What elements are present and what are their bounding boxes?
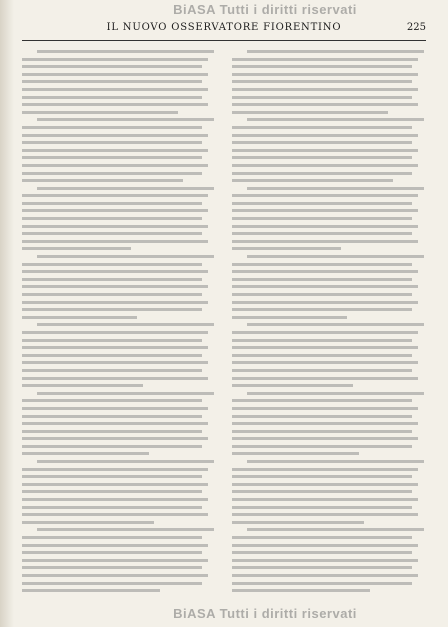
text-line-placeholder bbox=[232, 164, 418, 167]
text-line-placeholder bbox=[232, 331, 418, 334]
text-line-placeholder bbox=[232, 589, 370, 592]
text-line-placeholder bbox=[22, 354, 202, 357]
text-line-placeholder bbox=[22, 513, 208, 516]
text-line-placeholder bbox=[232, 452, 359, 455]
text-line-placeholder bbox=[22, 80, 202, 83]
text-line-placeholder bbox=[22, 149, 208, 152]
text-line-placeholder bbox=[22, 194, 208, 197]
text-line-placeholder bbox=[22, 475, 202, 478]
text-line-placeholder bbox=[232, 73, 418, 76]
text-line-placeholder bbox=[22, 399, 202, 402]
text-line-placeholder bbox=[22, 202, 202, 205]
text-line-placeholder bbox=[22, 468, 208, 471]
text-line-placeholder bbox=[232, 285, 418, 288]
text-line-placeholder bbox=[22, 179, 183, 182]
text-line-placeholder bbox=[232, 172, 412, 175]
text-line-placeholder bbox=[232, 407, 418, 410]
text-line-placeholder bbox=[232, 483, 418, 486]
watermark-top: BiASA Tutti i diritti riservati bbox=[173, 2, 357, 17]
text-line-placeholder bbox=[232, 293, 412, 296]
text-line-placeholder bbox=[232, 103, 418, 106]
text-line-placeholder bbox=[232, 217, 412, 220]
text-line-placeholder bbox=[232, 361, 418, 364]
text-line-placeholder bbox=[232, 422, 418, 425]
text-line-placeholder bbox=[22, 559, 208, 562]
text-line-placeholder bbox=[232, 566, 412, 569]
text-line-placeholder bbox=[37, 187, 214, 190]
text-line-placeholder bbox=[232, 377, 418, 380]
text-line-placeholder bbox=[232, 194, 418, 197]
text-line-placeholder bbox=[232, 247, 341, 250]
text-line-placeholder bbox=[232, 559, 418, 562]
text-line-placeholder bbox=[22, 377, 208, 380]
text-line-placeholder bbox=[232, 270, 418, 273]
text-line-placeholder bbox=[22, 445, 202, 448]
text-line-placeholder bbox=[232, 521, 364, 524]
text-line-placeholder bbox=[232, 384, 353, 387]
text-line-placeholder bbox=[22, 96, 202, 99]
text-line-placeholder bbox=[22, 172, 202, 175]
running-title: IL NUOVO OSSERVATORE FIORENTINO bbox=[106, 22, 342, 33]
text-line-placeholder bbox=[22, 384, 143, 387]
text-line-placeholder bbox=[22, 551, 202, 554]
text-line-placeholder bbox=[247, 118, 424, 121]
text-line-placeholder bbox=[232, 316, 347, 319]
text-line-placeholder bbox=[22, 316, 137, 319]
text-line-placeholder bbox=[22, 247, 131, 250]
text-line-placeholder bbox=[22, 407, 208, 410]
text-line-placeholder bbox=[22, 217, 202, 220]
text-line-placeholder bbox=[22, 452, 149, 455]
page-number: 225 bbox=[406, 22, 426, 33]
text-line-placeholder bbox=[232, 544, 418, 547]
text-line-placeholder bbox=[247, 392, 424, 395]
text-line-placeholder bbox=[22, 346, 208, 349]
watermark-bottom: BiASA Tutti i diritti riservati bbox=[173, 606, 357, 621]
text-line-placeholder bbox=[22, 293, 202, 296]
text-line-placeholder bbox=[232, 232, 412, 235]
text-line-placeholder bbox=[22, 490, 202, 493]
text-line-placeholder bbox=[232, 475, 412, 478]
text-line-placeholder bbox=[232, 574, 418, 577]
text-line-placeholder bbox=[22, 331, 208, 334]
text-line-placeholder bbox=[22, 415, 202, 418]
text-line-placeholder bbox=[232, 354, 412, 357]
text-line-placeholder bbox=[247, 255, 424, 258]
text-line-placeholder bbox=[232, 156, 412, 159]
text-line-placeholder bbox=[232, 141, 412, 144]
text-line-placeholder bbox=[22, 430, 202, 433]
text-line-placeholder bbox=[37, 392, 214, 395]
text-line-placeholder bbox=[22, 209, 208, 212]
text-line-placeholder bbox=[232, 111, 388, 114]
text-line-placeholder bbox=[232, 202, 412, 205]
text-line-placeholder bbox=[232, 536, 412, 539]
text-line-placeholder bbox=[22, 278, 202, 281]
text-line-placeholder bbox=[22, 285, 208, 288]
text-line-placeholder bbox=[232, 506, 412, 509]
text-line-placeholder bbox=[232, 346, 418, 349]
text-line-placeholder bbox=[232, 209, 418, 212]
text-line-placeholder bbox=[22, 308, 202, 311]
text-line-placeholder bbox=[22, 483, 208, 486]
text-line-placeholder bbox=[232, 263, 412, 266]
text-line-placeholder bbox=[22, 141, 202, 144]
page-header bbox=[22, 22, 426, 40]
text-line-placeholder bbox=[232, 240, 418, 243]
scan-shadow bbox=[0, 0, 14, 627]
text-line-placeholder bbox=[232, 278, 412, 281]
text-line-placeholder bbox=[22, 301, 208, 304]
text-line-placeholder bbox=[22, 270, 208, 273]
text-line-placeholder bbox=[22, 156, 202, 159]
text-line-placeholder bbox=[22, 582, 202, 585]
text-line-placeholder bbox=[37, 528, 214, 531]
text-line-placeholder bbox=[232, 88, 418, 91]
text-line-placeholder bbox=[37, 255, 214, 258]
text-line-placeholder bbox=[22, 544, 208, 547]
text-line-placeholder bbox=[22, 536, 202, 539]
text-line-placeholder bbox=[232, 65, 412, 68]
text-column-left bbox=[22, 50, 214, 595]
text-line-placeholder bbox=[247, 460, 424, 463]
text-line-placeholder bbox=[22, 361, 208, 364]
text-line-placeholder bbox=[232, 58, 418, 61]
text-line-placeholder bbox=[22, 422, 208, 425]
text-line-placeholder bbox=[37, 118, 214, 121]
text-line-placeholder bbox=[232, 96, 412, 99]
text-line-placeholder bbox=[232, 301, 418, 304]
text-line-placeholder bbox=[22, 263, 202, 266]
text-line-placeholder bbox=[232, 490, 412, 493]
text-line-placeholder bbox=[22, 134, 208, 137]
text-line-placeholder bbox=[232, 179, 393, 182]
text-line-placeholder bbox=[232, 369, 412, 372]
text-line-placeholder bbox=[22, 589, 160, 592]
text-line-placeholder bbox=[232, 498, 418, 501]
text-line-placeholder bbox=[22, 339, 202, 342]
text-line-placeholder bbox=[22, 498, 208, 501]
text-line-placeholder bbox=[232, 80, 412, 83]
text-line-placeholder bbox=[22, 574, 208, 577]
text-line-placeholder bbox=[232, 468, 418, 471]
text-line-placeholder bbox=[232, 308, 412, 311]
text-line-placeholder bbox=[22, 566, 202, 569]
text-line-placeholder bbox=[22, 240, 208, 243]
text-line-placeholder bbox=[22, 103, 208, 106]
text-line-placeholder bbox=[37, 50, 214, 53]
header-rule bbox=[22, 40, 426, 41]
text-line-placeholder bbox=[247, 187, 424, 190]
text-line-placeholder bbox=[22, 65, 202, 68]
text-line-placeholder bbox=[232, 415, 412, 418]
text-line-placeholder bbox=[232, 551, 412, 554]
text-line-placeholder bbox=[22, 521, 154, 524]
text-line-placeholder bbox=[232, 339, 412, 342]
text-line-placeholder bbox=[232, 582, 412, 585]
text-line-placeholder bbox=[247, 50, 424, 53]
text-line-placeholder bbox=[22, 369, 202, 372]
text-line-placeholder bbox=[232, 437, 418, 440]
text-line-placeholder bbox=[37, 323, 214, 326]
text-line-placeholder bbox=[232, 134, 418, 137]
text-line-placeholder bbox=[232, 225, 418, 228]
text-line-placeholder bbox=[37, 460, 214, 463]
text-line-placeholder bbox=[247, 528, 424, 531]
text-line-placeholder bbox=[232, 399, 412, 402]
text-line-placeholder bbox=[22, 232, 202, 235]
text-line-placeholder bbox=[232, 430, 412, 433]
text-line-placeholder bbox=[22, 73, 208, 76]
text-line-placeholder bbox=[22, 126, 202, 129]
text-line-placeholder bbox=[22, 88, 208, 91]
text-line-placeholder bbox=[247, 323, 424, 326]
text-line-placeholder bbox=[22, 164, 208, 167]
text-line-placeholder bbox=[22, 111, 178, 114]
text-line-placeholder bbox=[232, 149, 418, 152]
text-line-placeholder bbox=[22, 58, 208, 61]
text-line-placeholder bbox=[232, 513, 418, 516]
text-line-placeholder bbox=[22, 506, 202, 509]
text-line-placeholder bbox=[232, 445, 412, 448]
text-line-placeholder bbox=[22, 437, 208, 440]
text-column-right bbox=[232, 50, 424, 595]
text-line-placeholder bbox=[232, 126, 412, 129]
text-line-placeholder bbox=[22, 225, 208, 228]
